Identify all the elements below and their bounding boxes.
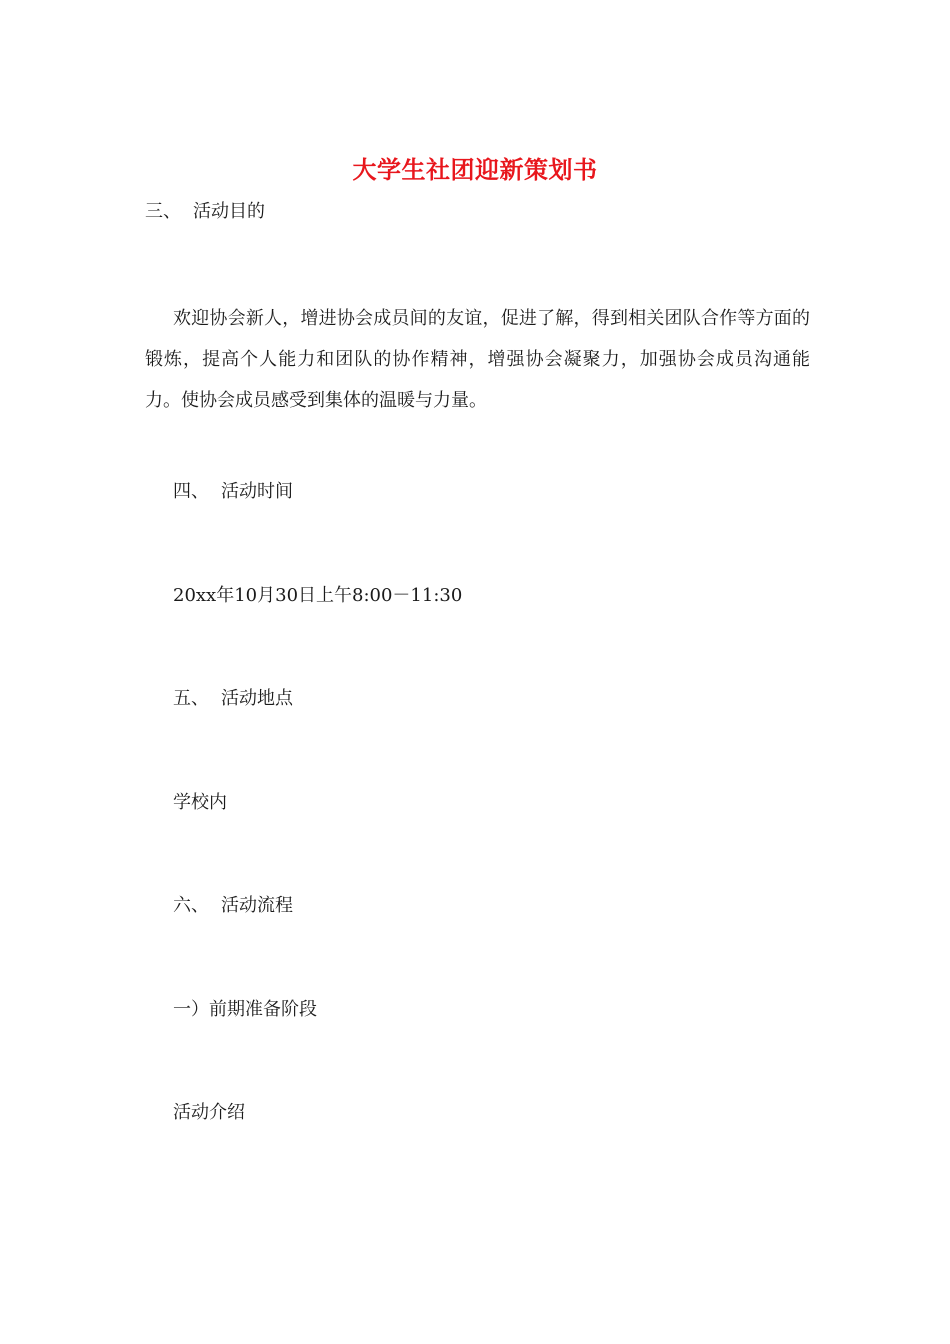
stage-heading: 一）前期准备阶段 [173, 999, 317, 1020]
purpose-paragraph: 欢迎协会新人，增进协会成员间的友谊，促进了解，得到相关团队合作等方面的锻炼，提高个人能力和团队的协作精神，增强协会凝聚力，加强协会成员沟通能力。使协会成员感受到集体的温暖与力量。 [145, 308, 810, 411]
section-label: 活动时间 [221, 481, 293, 502]
section-heading-time [173, 478, 293, 506]
section-number: 五、 [173, 688, 209, 709]
location-text: 学校内 [173, 792, 227, 813]
section-heading-purpose [145, 198, 265, 226]
section-label: 活动流程 [221, 895, 293, 916]
section-heading-location [173, 685, 293, 713]
activity-intro-heading: 活动介绍 [173, 1102, 245, 1123]
section-label: 活动目的 [193, 201, 265, 222]
section-number: 四、 [173, 481, 209, 502]
section-number: 三、 [145, 201, 181, 222]
document-title: 大学生社团迎新策划书 [352, 156, 598, 184]
section-heading-process [173, 892, 293, 920]
section-label: 活动地点 [221, 688, 293, 709]
section-number: 六、 [173, 895, 209, 916]
time-text: 20xx年10月30日上午8:00－11:30 [173, 585, 463, 606]
